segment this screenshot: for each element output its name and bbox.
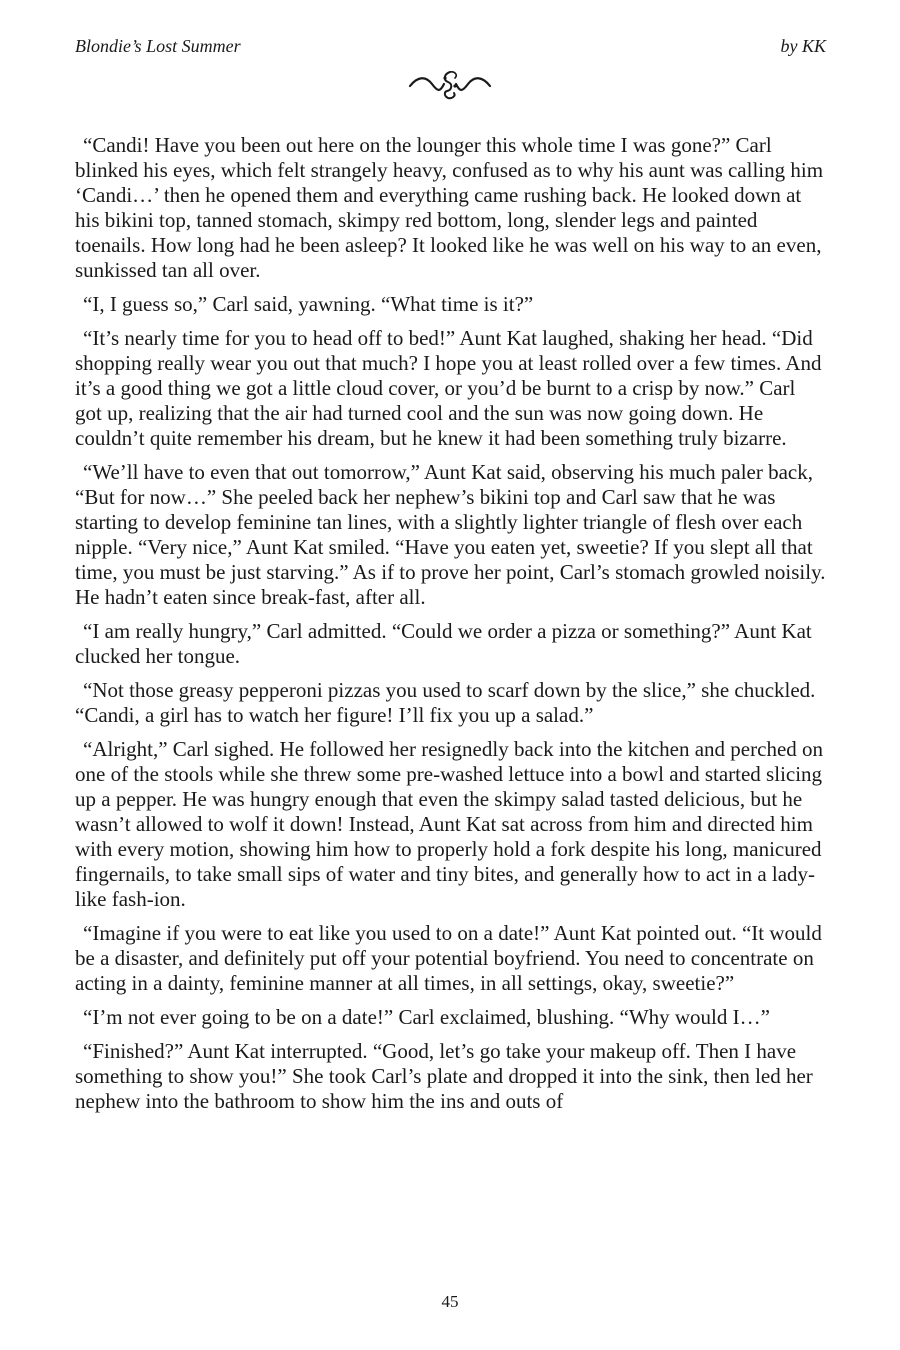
paragraph: “Imagine if you were to eat like you used to on a date!” Aunt Kat pointed out. “It would be a disaster, and definitely put off your potential boyfriend. You need to concentrate on acting in a dainty, feminine manner at all times, in all settings, okay, sweetie?”: [75, 921, 822, 995]
paragraph: “I am really hungry,” Carl admitted. “Could we order a pizza or something?” Aunt Kat clucked her tongue.: [75, 619, 812, 668]
paragraph: “Candi! Have you been out here on the lounger this whole time I was gone?” Carl blinked his eyes, which felt strangely heavy, confused as to why his aunt was calling him ‘Candi…’ then he opened them and everything came rushing back. He looked down at his bikini top, tanned stomach, skimpy red bottom, long, slender legs and painted toenails. How long had he been asleep? It looked like he was well on his way to an even, sunkissed tan all over.: [75, 133, 824, 282]
paragraph: “Finished?” Aunt Kat interrupted. “Good, let’s go take your makeup off. Then I have something to show you!” She took Carl’s plate and dropped it into the sink, then led her nephew into the bathroom to show him the ins and outs of: [75, 1039, 813, 1113]
page-number: 45: [441, 1292, 459, 1311]
ornament: [0, 66, 900, 104]
paragraph: “Not those greasy pepperoni pizzas you used to scarf down by the slice,” she chuckled. “Candi, a girl has to watch her figure! I’ll fix you up a salad.”: [75, 678, 816, 727]
paragraph: “We’ll have to even that out tomorrow,” Aunt Kat said, observing his much paler back, “But for now…” She peeled back her nephew’s bikini top and Carl saw that he was starting to develop feminine tan lines, with a slightly lighter triangle of flesh over each nipple. “Very nice,” Aunt Kat smiled. “Have you eaten yet, sweetie? If you slept all that time, you must be just starving.” As if to prove her point, Carl’s stomach growled noisily. He hadn’t eaten since break-fast, after all.: [75, 460, 826, 609]
body-text: [75, 133, 827, 1123]
paragraph: “I’m not ever going to be on a date!” Carl exclaimed, blushing. “Why would I…”: [83, 1005, 770, 1029]
paragraph: “I, I guess so,” Carl said, yawning. “What time is it?”: [83, 292, 534, 316]
paragraph: “Alright,” Carl sighed. He followed her resignedly back into the kitchen and perched on one of the stools while she threw some pre-washed lettuce into a bowl and started slicing up a pepper. He was hungry enough that even the skimpy salad tasted delicious, but he wasn’t allowed to wolf it down! Instead, Aunt Kat sat across from him and directed him with every motion, showing him how to properly hold a fork despite his long, manicured fingernails, to take small sips of water and tiny bites, and generally how to act in a lady-like fash-ion.: [75, 737, 824, 911]
running-header: [75, 36, 826, 56]
fleuron-divider-icon: [400, 66, 500, 102]
author-credit: by KK: [780, 36, 826, 56]
book-title: Blondie’s Lost Summer: [75, 36, 241, 56]
paragraph: “It’s nearly time for you to head off to bed!” Aunt Kat laughed, shaking her head. “Did shopping really wear you out that much? I hope you at least rolled over a few times. And it’s a good thing we got a little cloud cover, or you’d be burnt to a crisp by now.” Carl got up, realizing that the air had turned cool and the sun was now going down. He couldn’t quite remember his dream, but he knew it had been something truly bizarre.: [75, 326, 822, 450]
